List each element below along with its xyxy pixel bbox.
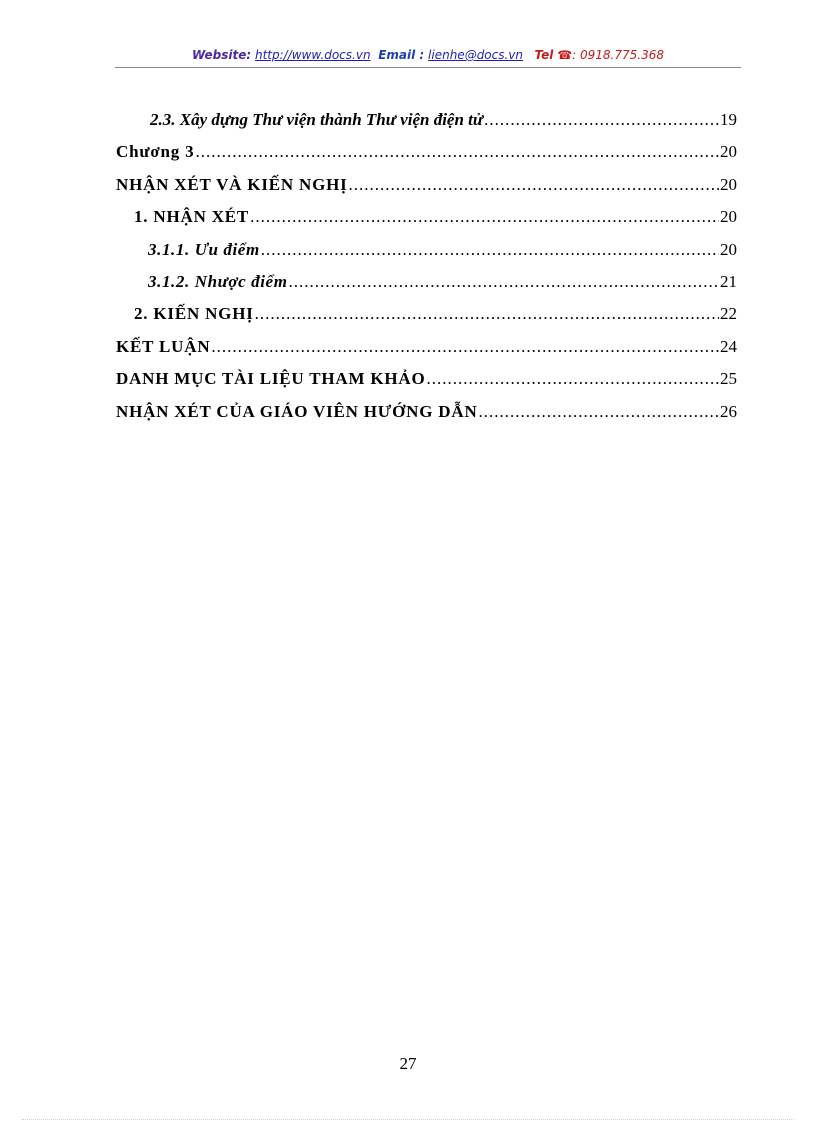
toc-leader (250, 207, 719, 227)
toc-entry-title: 3.1.1. Ưu điểm (148, 239, 260, 259)
toc-entry[interactable] (116, 369, 737, 401)
toc-entry-page: 24 (720, 336, 737, 356)
website-link[interactable]: http://www.docs.vn (254, 48, 371, 62)
toc-entry[interactable] (116, 240, 737, 272)
toc-entry-page: 20 (720, 239, 737, 259)
email-label: Email : (378, 48, 425, 62)
toc-entry-page: 20 (720, 142, 737, 162)
toc-entry[interactable] (116, 402, 737, 434)
page-bottom-edge (22, 1119, 794, 1120)
toc-entry-page: 21 (720, 271, 737, 291)
toc-leader (484, 110, 719, 130)
toc-leader (255, 304, 719, 324)
phone-icon: ☎ (557, 48, 573, 62)
toc-entry-page: 20 (720, 174, 737, 194)
email-link[interactable]: lienhe@docs.vn (428, 48, 524, 62)
toc-entry[interactable] (116, 142, 737, 174)
table-of-contents (116, 110, 737, 434)
page-header (115, 48, 741, 62)
toc-entry[interactable] (116, 175, 737, 207)
toc-entry-title: NHẬN XÉT CỦA GIÁO VIÊN HƯỚNG DẪN (116, 401, 478, 421)
toc-leader (261, 240, 719, 260)
toc-entry-title: 2. KIẾN NGHỊ (134, 304, 254, 324)
toc-entry-title: 1. NHẬN XÉT (134, 207, 250, 227)
toc-entry-page: 22 (720, 304, 737, 324)
website-label: Website: (192, 48, 252, 62)
toc-leader (195, 142, 719, 162)
toc-leader (349, 175, 719, 195)
toc-leader (289, 272, 719, 292)
toc-entry[interactable] (116, 207, 737, 239)
toc-entry-title: NHẬN XÉT VÀ KIẾN NGHỊ (116, 174, 348, 194)
toc-entry-page: 19 (720, 110, 737, 129)
toc-entry[interactable] (116, 110, 737, 142)
toc-entry[interactable] (116, 337, 737, 369)
toc-entry[interactable] (116, 304, 737, 336)
tel-number: : 0918.775.368 (572, 48, 664, 62)
toc-entry[interactable] (116, 272, 737, 304)
toc-entry-page: 25 (720, 369, 737, 389)
toc-entry-title: 3.1.2. Nhược điểm (148, 271, 288, 291)
toc-entry-title: KẾT LUẬN (116, 336, 211, 356)
toc-leader (479, 402, 719, 422)
toc-entry-title: 2.3. Xây dựng Thư viện thành Thư viện điện tử (150, 110, 484, 129)
tel-label: Tel (534, 48, 554, 62)
toc-leader (427, 369, 719, 389)
toc-entry-page: 20 (720, 207, 737, 227)
header-divider (115, 67, 741, 68)
toc-entry-title: DANH MỤC TÀI LIỆU THAM KHẢO (116, 369, 426, 389)
page-number: 27 (399, 1054, 417, 1073)
toc-entry-title: Chương 3 (116, 142, 195, 162)
toc-entry-page: 26 (720, 401, 737, 421)
toc-leader (211, 337, 719, 357)
